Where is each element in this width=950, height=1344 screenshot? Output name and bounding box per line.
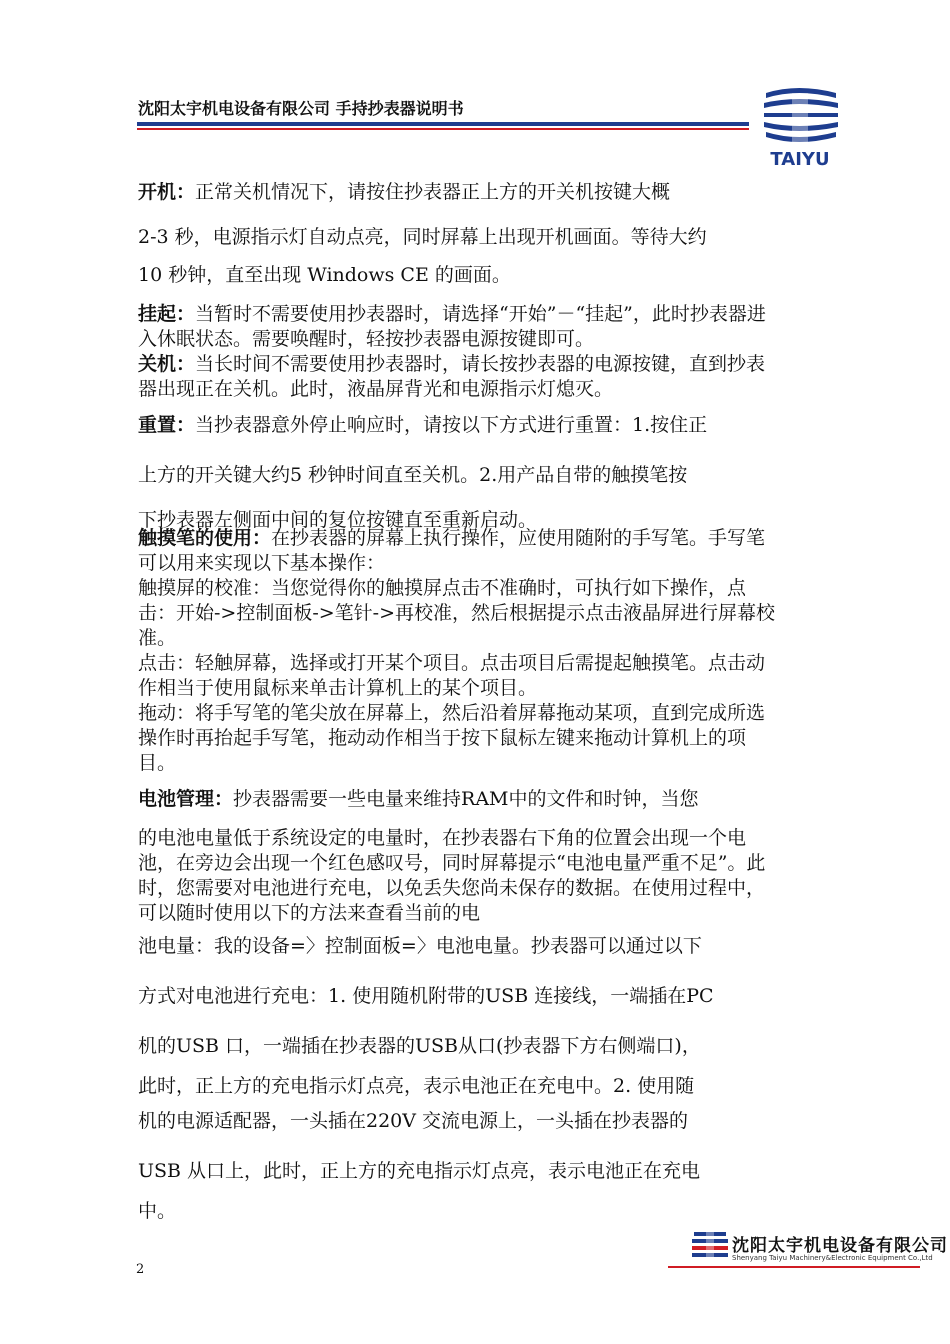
header-title: 沈阳太宇机电设备有限公司 手持抄表器说明书 [138, 99, 464, 118]
power-on-label: 开机： [138, 181, 196, 203]
logo-text: TAIYU [770, 149, 830, 169]
stylus-calibrate: 触摸屏的校准：当您觉得你的触摸屏点击不准确时，可执行如下操作，点击：开始->控制面板->笔针->再校准，然后根据提示点击液晶屏进行屏幕校准。 [138, 577, 776, 649]
power-off-text: 当长时间不需要使用抄表器时，请长按抄表器的电源按键，直到抄表器出现正在关机。此时，液晶屏背光和电源指示灯熄灭。 [138, 353, 766, 400]
power-off-section [138, 352, 783, 402]
stylus-tap: 点击：轻触屏幕，选择或打开某个项目。点击项目后需提起触摸笔。点击动作相当于使用鼠标来单击计算机上的某个项目。 [138, 652, 766, 699]
footer-company-cn: 沈阳太宇机电设备有限公司 [732, 1236, 948, 1256]
battery-line5: 机的USB 口，一端插在抄表器的USB从口(抄表器下方右侧端口)， [138, 1035, 701, 1057]
power-on-section [138, 170, 783, 260]
reset-line1: 当抄表器意外停止响应时，请按以下方式进行重置：1.按住正 [195, 414, 708, 436]
suspend-section [138, 302, 783, 352]
footer-company-en: Shenyang Taiyu Machinery&Electronic Equipment Co.,Ltd [732, 1254, 933, 1262]
battery-block2: 的电池电量低于系统设定的电量时，在抄表器右下角的位置会出现一个电池，在旁边会出现一个红色感叹号，同时屏幕提示“电池电量严重不足”。此时，您需要对电池进行充电，以免丢失您尚未保存的数据。在使用过程中，可以随时使用以下的方法来查看当前的电 [138, 827, 766, 924]
battery-line1-row [138, 787, 783, 812]
stylus-intro: 在抄表器的屏幕上执行操作，应使用随附的手写笔。手写笔可以用来实现以下基本操作： [138, 527, 766, 574]
suspend-label: 挂起： [138, 303, 196, 325]
power-on-line3: 10 秒钟，直至出现 Windows CE 的画面。 [138, 264, 511, 286]
reset-line1-row [138, 413, 783, 438]
battery-continued [138, 924, 783, 1234]
footer-divider [668, 1266, 920, 1268]
header-divider-blue [137, 122, 749, 126]
battery-line3: 池电量：我的设备=〉控制面板=〉电池电量。抄表器可以通过以下 [138, 935, 702, 957]
footer-logo-icon [690, 1230, 730, 1262]
battery-label: 电池管理： [138, 788, 234, 810]
power-on-line1: 正常关机情况下，请按住抄表器正上方的开关机按键大概 [195, 181, 671, 203]
battery-line4: 方式对电池进行充电：1. 使用随机附带的USB 连接线，一端插在PC [138, 985, 714, 1007]
reset-line3: 下抄表器左侧面中间的复位按键直至重新启动。 [138, 509, 538, 531]
taiyu-logo-icon [758, 85, 842, 169]
battery-line9: 中。 [138, 1200, 177, 1222]
page-number: 2 [136, 1262, 145, 1277]
power-on-line2: 2-3 秒，电源指示灯自动点亮，同时屏幕上出现开机画面。等待大约 [138, 226, 707, 248]
stylus-section [138, 526, 783, 776]
suspend-text: 当暂时不需要使用抄表器时，请选择“开始”－“挂起”，此时抄表器进入休眠状态。需要唤醒时，轻按抄表器电源按键即可。 [138, 303, 766, 350]
header-divider-red [137, 128, 749, 130]
reset-line2: 上方的开关键大约5 秒钟时间直至关机。2.用产品自带的触摸笔按 [138, 464, 688, 486]
battery-line6: 此时，正上方的充电指示灯点亮，表示电池正在充电中。2. 使用随 [138, 1075, 695, 1097]
reset-label: 重置： [138, 414, 196, 436]
battery-line1: 抄表器需要一些电量来维持RAM中的文件和时钟，当您 [233, 788, 699, 810]
battery-line8: USB 从口上，此时，正上方的充电指示灯点亮，表示电池正在充电 [138, 1160, 701, 1182]
battery-line7: 机的电源适配器，一头插在220V 交流电源上，一头插在抄表器的 [138, 1110, 689, 1132]
power-off-label: 关机： [138, 353, 196, 375]
stylus-label: 触摸笔的使用： [138, 527, 272, 549]
stylus-drag: 拖动：将手写笔的笔尖放在屏幕上，然后沿着屏幕拖动某项，直到完成所选操作时再抬起手写笔，拖动动作相当于按下鼠标左键来拖动计算机上的项目。 [138, 702, 766, 774]
